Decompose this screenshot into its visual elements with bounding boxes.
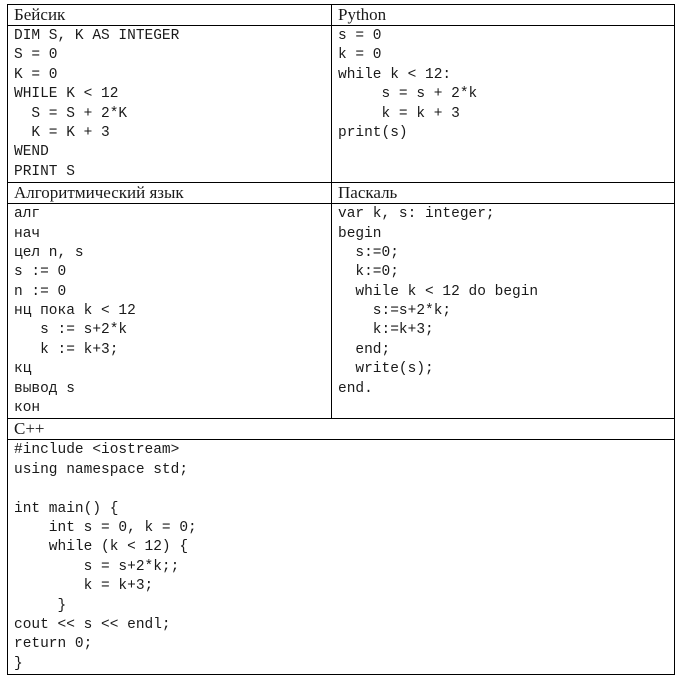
algorithmic-code-line: кон (14, 400, 41, 417)
code-row-basic-python (8, 26, 675, 183)
python-code-line: s = s + 2*k (338, 86, 478, 103)
python-code-line: while k < 12: (338, 66, 452, 83)
cpp-code-line: k = k+3; (14, 578, 154, 595)
programs-table (7, 4, 675, 675)
algorithmic-code-line: k := k+3; (14, 341, 119, 358)
python-code (338, 26, 668, 143)
algorithmic-code-line: s := 0 (14, 264, 67, 281)
algorithmic-code-line: нач (14, 225, 41, 242)
cpp-code-line (14, 480, 668, 499)
basic-code-line: WEND (14, 144, 49, 161)
cpp-code-line: int s = 0, k = 0; (14, 519, 197, 536)
basic-code-line: PRINT S (14, 163, 75, 180)
pascal-code-line: k:=0; (338, 264, 399, 281)
basic-code-line: S = S + 2*K (14, 105, 128, 122)
algorithmic-code-line: цел n, s (14, 244, 84, 261)
code-row-algorithmic-pascal (8, 204, 675, 419)
pascal-header: Паскаль (332, 183, 675, 204)
python-code-line: print(s) (338, 124, 408, 141)
python-code-line: k = 0 (338, 47, 382, 64)
basic-code-line: K = K + 3 (14, 124, 110, 141)
pascal-code-line: s:=s+2*k; (338, 303, 452, 320)
basic-header: Бейсик (8, 5, 332, 26)
basic-code-line: DIM S, K AS INTEGER (14, 28, 180, 44)
pascal-code-line: end. (338, 380, 373, 397)
algorithmic-code (14, 204, 325, 418)
code-row-cpp (8, 440, 675, 675)
basic-code (14, 26, 325, 182)
basic-code-line: WHILE K < 12 (14, 86, 119, 103)
algorithmic-code-line: нц пока k < 12 (14, 303, 136, 320)
pascal-code-line: k:=k+3; (338, 322, 434, 339)
algorithmic-code-line: кц (14, 361, 32, 378)
algorithmic-header: Алгоритмический язык (8, 183, 332, 204)
algorithmic-code-line: s := s+2*k (14, 322, 128, 339)
cpp-code-line: int main() { (14, 500, 119, 517)
cpp-code-line: using namespace std; (14, 461, 189, 478)
cpp-code-line: } (14, 597, 67, 614)
pascal-code-line: while k < 12 do begin (338, 283, 539, 300)
cpp-code-line: #include <iostream> (14, 442, 180, 459)
algorithmic-code-line: n := 0 (14, 283, 67, 300)
header-row-cpp (8, 419, 675, 440)
cpp-code-line: s = s+2*k;; (14, 558, 180, 575)
pascal-code-line: var k, s: integer; (338, 206, 495, 223)
cpp-code (14, 440, 668, 674)
python-header: Python (332, 5, 675, 26)
cpp-code-line: cout << s << endl; (14, 616, 171, 633)
python-code-line: s = 0 (338, 28, 382, 44)
basic-code-line: K = 0 (14, 66, 58, 83)
pascal-code (338, 204, 668, 399)
header-row-algorithmic-pascal (8, 183, 675, 204)
cpp-header: C++ (8, 419, 675, 440)
basic-code-cell (8, 26, 332, 183)
algorithmic-code-line: вывод s (14, 380, 75, 397)
python-code-cell (332, 26, 675, 183)
pascal-code-cell (332, 204, 675, 419)
header-row-basic-python (8, 5, 675, 26)
python-code-line: k = k + 3 (338, 105, 460, 122)
pascal-code-line: begin (338, 225, 382, 242)
cpp-code-line: } (14, 655, 23, 672)
pascal-code-line: s:=0; (338, 244, 399, 261)
algorithmic-code-line: алг (14, 206, 41, 223)
cpp-code-cell (8, 440, 675, 675)
cpp-code-line: while (k < 12) { (14, 539, 189, 556)
basic-code-line: S = 0 (14, 47, 58, 64)
pascal-code-line: end; (338, 341, 391, 358)
cpp-code-line: return 0; (14, 636, 93, 653)
algorithmic-code-cell (8, 204, 332, 419)
pascal-code-line: write(s); (338, 361, 434, 378)
